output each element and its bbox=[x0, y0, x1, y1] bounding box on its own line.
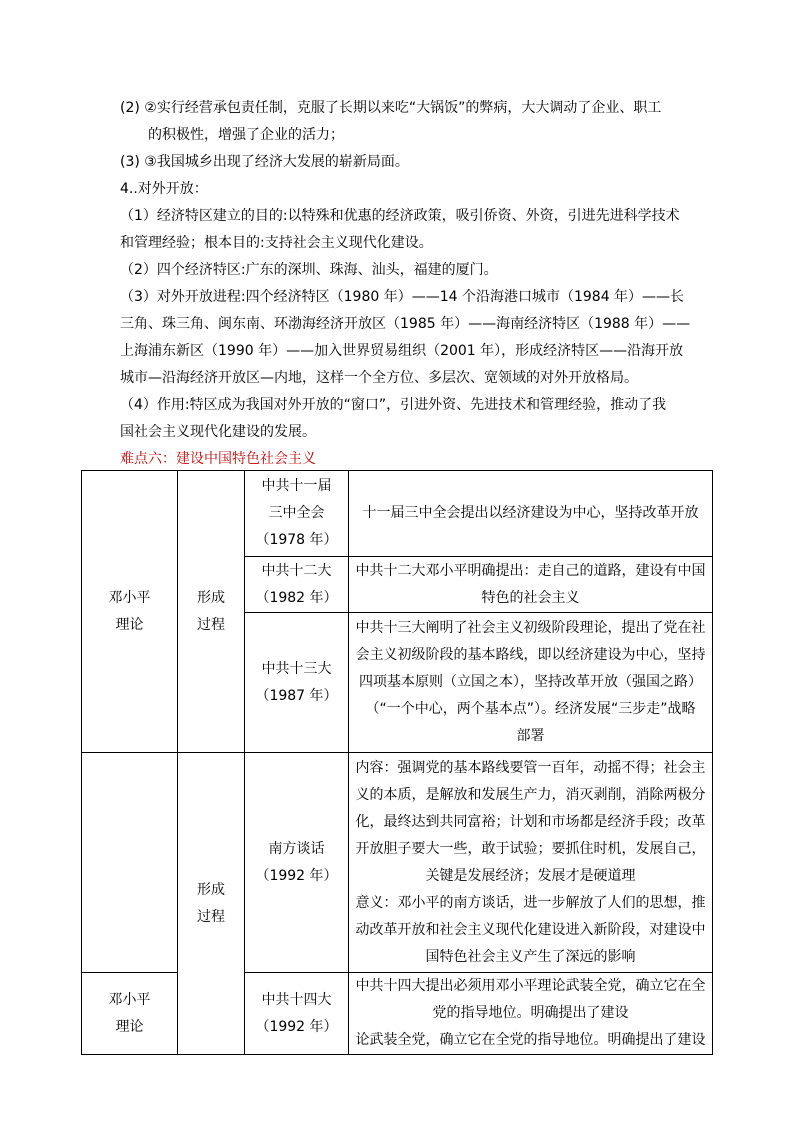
text-line: （1）经济特区建立的目的:以特殊和优惠的经济政策，吸引侨资、外资，引进先进科学技术 bbox=[120, 208, 680, 224]
text-line: （4）作用:特区成为我国对外开放的“窗口”，引进外资、先进技术和管理经验，推动了我 bbox=[120, 397, 667, 413]
theory-table bbox=[81, 470, 713, 1055]
text-line: 上海浦东新区（1990 年）——加入世界贸易组织（2001 年），形成经济特区——沿海开放 bbox=[120, 343, 684, 359]
content-cell: 内容：强调党的基本路线要管一百年，动摇不得；社会主 义的本质，是解放和发展生产力，消灭剥削，消除两极分 化，最终达到共同富裕；计划和市场都是经济手段；改革 开放胆子要大一些，敢于试验；要抓住时机，发展自己， 关键是发展经济；发展才是硬道理 意义：邓小平的南方谈话，进一步解放了人们的思想，推 动改革开放和社会主义现代化建设进入新阶段，对建设中 国特色社会主义产生了深远的影响 bbox=[349, 753, 713, 973]
text-line: 的积极性，增强了企业的活力； bbox=[148, 127, 344, 143]
paragraph-opening-process bbox=[120, 284, 720, 392]
event-cell: 中共十二大 （1982 年） bbox=[245, 557, 349, 613]
table-row bbox=[82, 973, 713, 1055]
text-line: （3）对外开放进程:四个经济特区（1980 年）——14 个沿海港口城市（1984 年）——长 bbox=[120, 289, 685, 305]
theory-cell: 邓小平 理论 bbox=[82, 471, 178, 753]
content-cell: 中共十二大邓小平明确提出：走自己的道路，建设有中国 特色的社会主义 bbox=[349, 557, 713, 613]
theory-cell-blank bbox=[82, 753, 178, 973]
event-cell: 中共十一届 三中全会 （1978 年） bbox=[245, 471, 349, 557]
paragraph-urban-rural: (3) ③我国城乡出现了经济大发展的崭新局面。 bbox=[120, 154, 409, 170]
stage-cell: 形成 过程 bbox=[178, 753, 245, 1055]
content-cell: 中共十四大提出必须用邓小平理论武装全党，确立它在全党的指导地位。明确提出了建设 论武装全党，确立它在全党的指导地位。明确提出了建设 bbox=[349, 973, 713, 1055]
table-row bbox=[82, 753, 713, 973]
difficulty-heading: 难点六：建设中国特色社会主义 bbox=[120, 451, 316, 467]
event-cell: 中共十四大 （1992 年） bbox=[245, 973, 349, 1055]
text-line: (2) ②实行经营承包责任制，克服了长期以来吃“大锅饭”的弊病，大大调动了企业、职工 bbox=[120, 100, 662, 116]
paragraph-sez-role bbox=[120, 392, 720, 446]
section-title-opening-up: 4..对外开放： bbox=[120, 181, 208, 197]
text-line: 城市—沿海经济开放区—内地，这样一个全方位、多层次、宽领域的对外开放格局。 bbox=[120, 370, 638, 386]
text-line: 三角、珠三角、闽东南、环渤海经济开放区（1985 年）——海南经济特区（1988 年）—— bbox=[120, 316, 691, 332]
content-cell: 中共十三大阐明了社会主义初级阶段理论，提出了党在社 会主义初级阶段的基本路线，即以经济建设为中心，坚持 四项基本原则（立国之本），坚持改革开放（强国之路） （“一个中心，两个基本点”）。经济发展“三步走”战略 部署 bbox=[349, 613, 713, 753]
paragraph-four-sez: （2）四个经济特区:广东的深圳、珠海、汕头，福建的厦门。 bbox=[120, 262, 498, 278]
event-cell: 中共十三大 （1987 年） bbox=[245, 613, 349, 753]
stage-cell: 形成 过程 bbox=[178, 471, 245, 753]
event-cell: 南方谈话 （1992 年） bbox=[245, 753, 349, 973]
table-row bbox=[82, 471, 713, 557]
theory-cell: 邓小平 理论 bbox=[82, 973, 178, 1055]
paragraph-sez-purpose bbox=[120, 203, 720, 257]
paragraph-contract-system bbox=[120, 95, 720, 149]
content-cell: 十一届三中全会提出以经济建设为中心，坚持改革开放 bbox=[349, 471, 713, 557]
text-line: 和管理经验；根本目的:支持社会主义现代化建设。 bbox=[120, 235, 433, 251]
text-line: 国社会主义现代化建设的发展。 bbox=[120, 424, 316, 440]
